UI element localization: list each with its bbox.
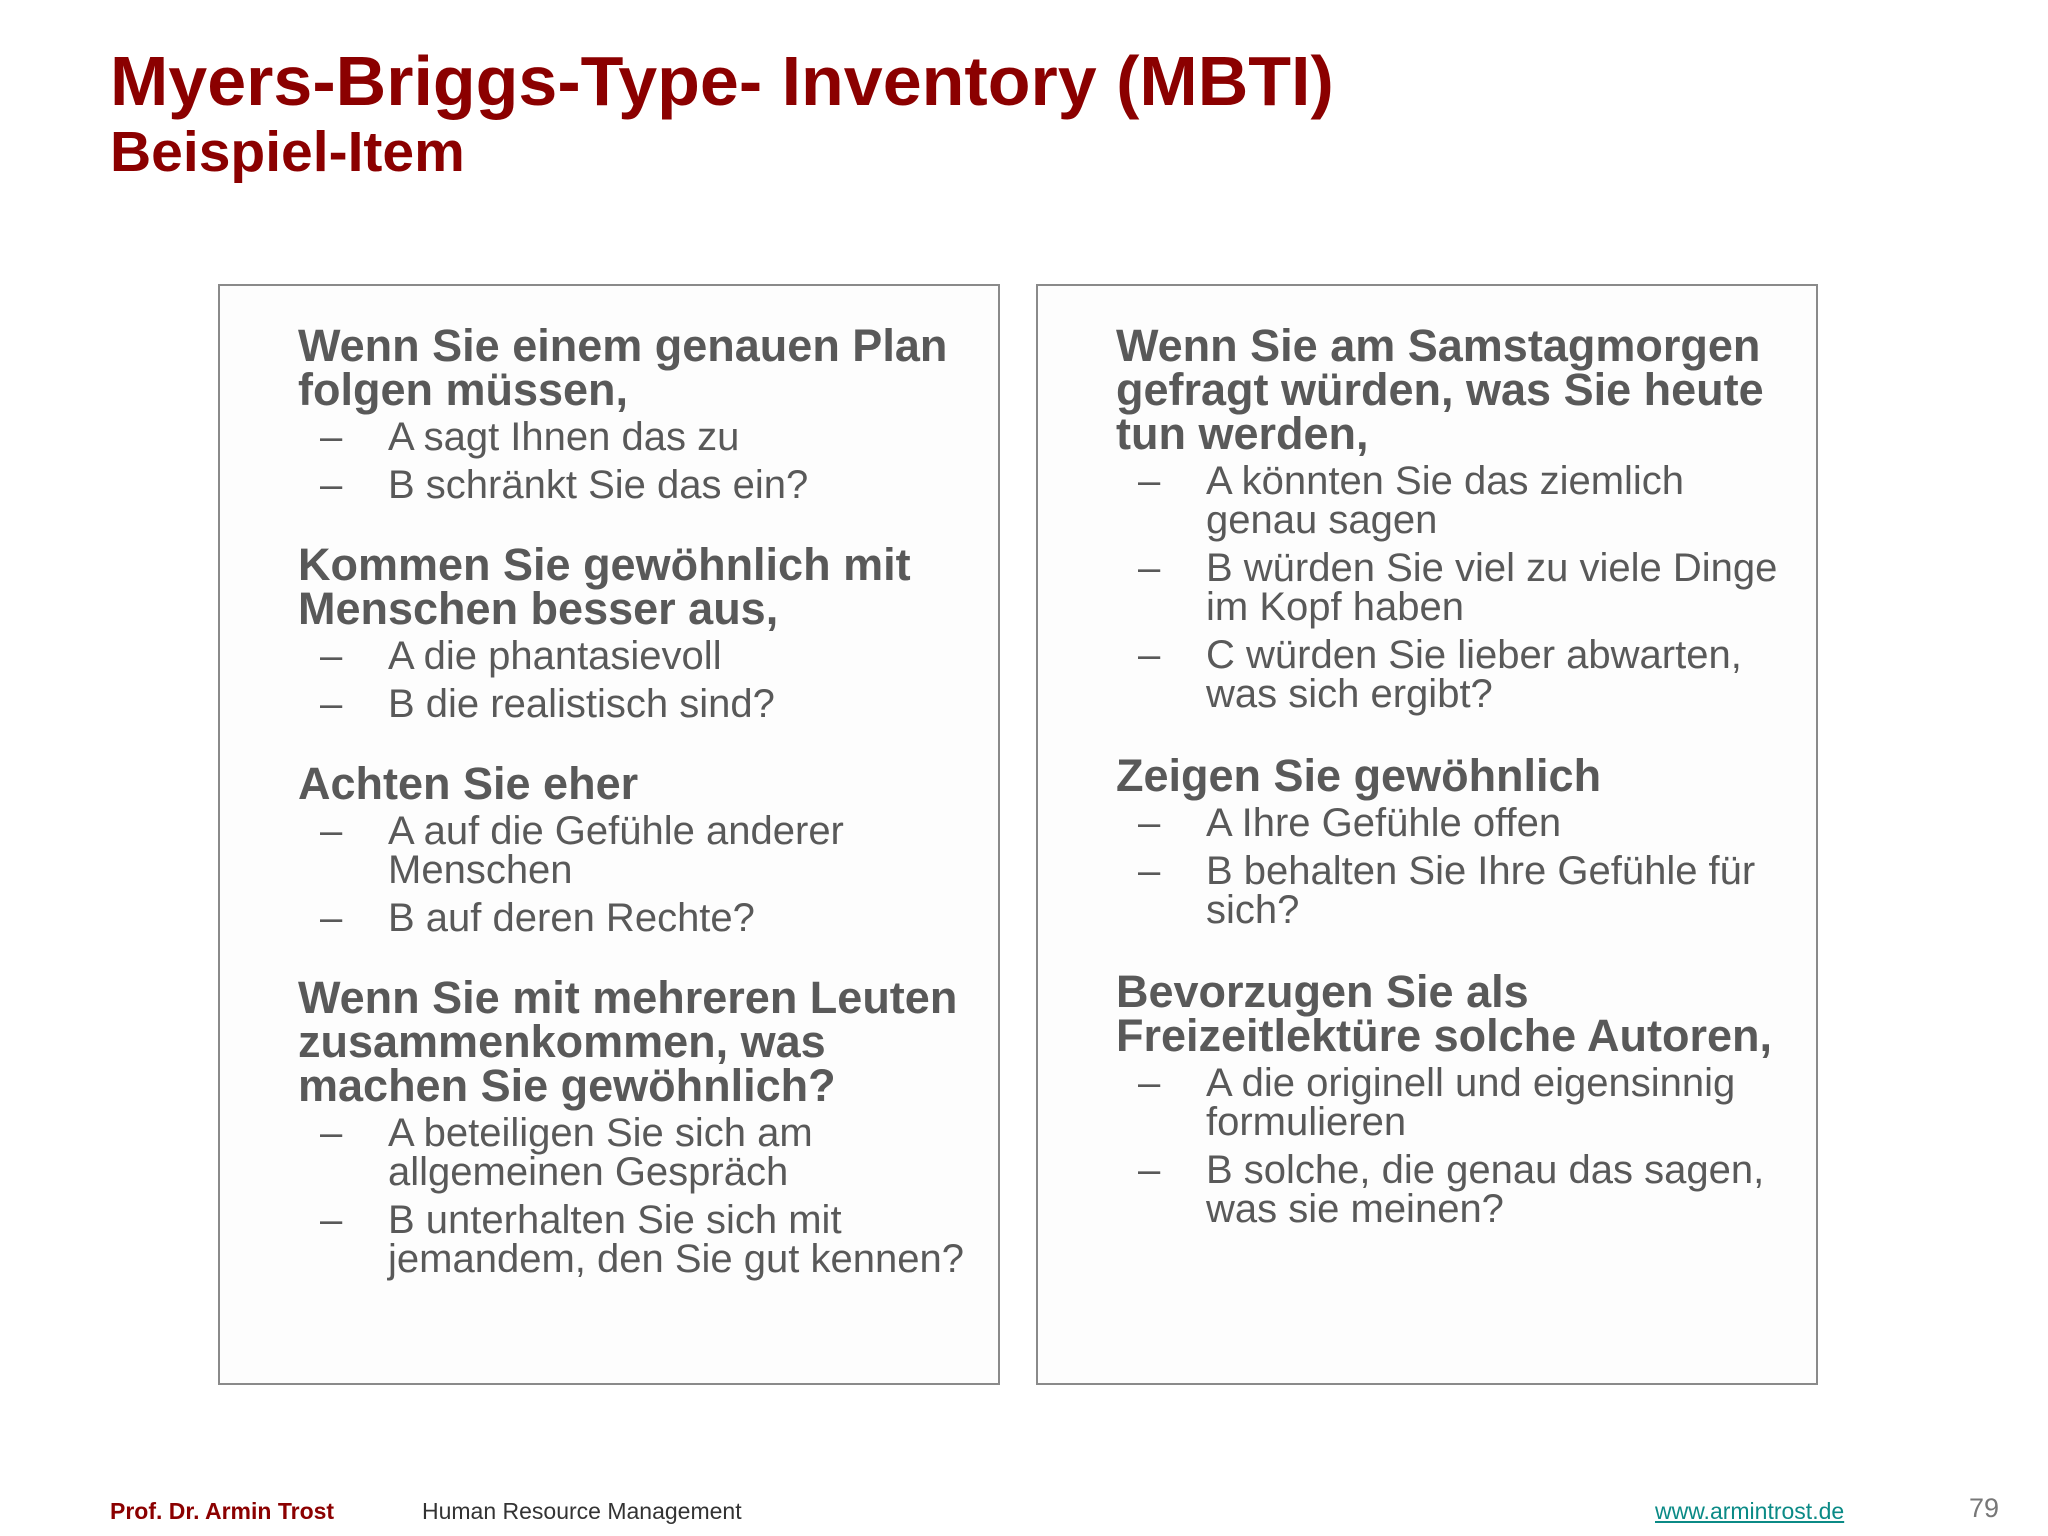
right-question-panel [1036, 284, 1818, 1385]
dash-bullet: – [1138, 1148, 1161, 1192]
option-text: A die originell und eigensinnig formulieren [1206, 1061, 1736, 1144]
slide-title: Myers-Briggs-Type- Inventory (MBTI) [110, 42, 1334, 120]
answer-option [1116, 459, 1796, 542]
left-question-panel [218, 284, 1000, 1385]
answer-option [1116, 546, 1796, 629]
option-text: B unterhalten Sie sich mit jemandem, den Sie gut kennen? [388, 1198, 964, 1281]
option-text: A Ihre Gefühle offen [1206, 801, 1562, 845]
dash-bullet: – [320, 1111, 343, 1155]
dash-bullet: – [320, 682, 343, 726]
answer-option [1116, 1148, 1796, 1231]
option-text: A auf die Gefühle anderer Menschen [388, 809, 844, 892]
question-text: Zeigen Sie gewöhnlich [1116, 750, 1602, 801]
dash-bullet: – [1138, 633, 1161, 677]
question-block [298, 758, 978, 940]
dash-bullet: – [1138, 459, 1161, 503]
question-block [1116, 320, 1796, 716]
answer-option [298, 634, 978, 678]
question-text: Wenn Sie am Samstagmorgen gefragt würden, was Sie heute tun werden, [1116, 320, 1764, 459]
question-block [1116, 966, 1796, 1231]
answer-option [298, 682, 978, 726]
footer-course: Human Resource Management [422, 1498, 742, 1524]
dash-bullet: – [320, 896, 343, 940]
question-text: Kommen Sie gewöhnlich mit Menschen besser aus, [298, 539, 911, 634]
right-panel-content [1116, 320, 1796, 1238]
option-text: B behalten Sie Ihre Gefühle für sich? [1206, 849, 1756, 932]
answer-option [1116, 801, 1796, 845]
option-text: A die phantasievoll [388, 634, 722, 678]
question-block [298, 539, 978, 726]
question-text: Wenn Sie einem genauen Plan folgen müssen, [298, 320, 948, 415]
footer-website-link[interactable]: www.armintrost.de [1655, 1498, 1845, 1524]
answer-option [298, 896, 978, 940]
page-number: 79 [1969, 1493, 2000, 1523]
option-text: B schränkt Sie das ein? [388, 463, 809, 507]
answer-option [298, 1111, 978, 1194]
option-text: A könnten Sie das ziemlich genau sagen [1206, 459, 1685, 542]
option-text: B solche, die genau das sagen, was sie meinen? [1206, 1148, 1765, 1231]
option-text: A sagt Ihnen das zu [388, 415, 740, 459]
dash-bullet: – [320, 809, 343, 853]
question-text: Wenn Sie mit mehreren Leuten zusammenkommen, was machen Sie gewöhnlich? [298, 972, 958, 1111]
dash-bullet: – [1138, 1061, 1161, 1105]
question-text: Bevorzugen Sie als Freizeitlektüre solche Autoren, [1116, 966, 1772, 1061]
answer-option [298, 1198, 978, 1281]
question-block [298, 320, 978, 507]
dash-bullet: – [320, 1198, 343, 1242]
question-block [298, 972, 978, 1281]
dash-bullet: – [320, 415, 343, 459]
dash-bullet: – [320, 634, 343, 678]
answer-option [1116, 849, 1796, 932]
answer-option [298, 463, 978, 507]
dash-bullet: – [1138, 849, 1161, 893]
answer-option [1116, 633, 1796, 716]
option-text: B würden Sie viel zu viele Dinge im Kopf haben [1206, 546, 1778, 629]
dash-bullet: – [1138, 546, 1161, 590]
footer-author: Prof. Dr. Armin Trost [110, 1498, 335, 1524]
answer-option [1116, 1061, 1796, 1144]
dash-bullet: – [320, 463, 343, 507]
left-panel-content [298, 320, 978, 1288]
slide-subtitle: Beispiel-Item [110, 120, 465, 184]
option-text: B auf deren Rechte? [388, 896, 755, 940]
question-block [1116, 750, 1796, 932]
option-text: C würden Sie lieber abwarten, was sich ergibt? [1206, 633, 1742, 716]
answer-option [298, 415, 978, 459]
option-text: B die realistisch sind? [388, 682, 775, 726]
answer-option [298, 809, 978, 892]
question-text: Achten Sie eher [298, 758, 639, 809]
option-text: A beteiligen Sie sich am allgemeinen Gespräch [388, 1111, 813, 1194]
dash-bullet: – [1138, 801, 1161, 845]
